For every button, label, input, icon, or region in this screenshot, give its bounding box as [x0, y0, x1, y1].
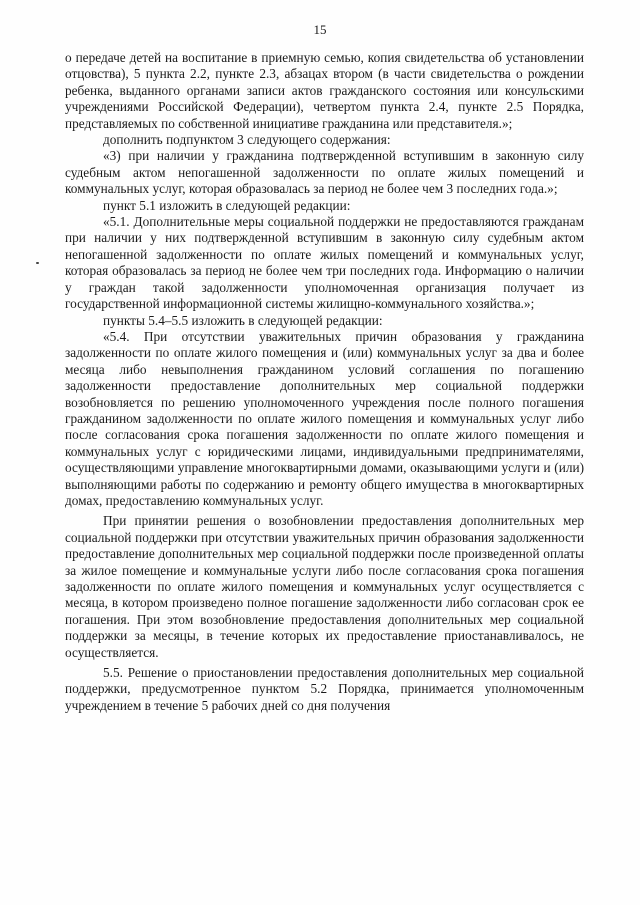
- paragraph-subitem-3: «3) при наличии у гражданина подтвержденной вступившим в законную силу судебным актом непогашенной задолженности по оплате жилых помещений и коммунальных услуг, которая образовалась за период не более чем 3 последних года.»;: [65, 148, 584, 197]
- document-body: [65, 50, 584, 714]
- paragraph-item-5-4: «5.4. При отсутствии уважительных причин образования у гражданина задолженности по оплате жилого помещения и (или) коммунальных услуг за два и более месяца либо невыполнения гражданином условий соглашения по погашению задолженности предоставление дополнительных мер социальной поддержки возобновляется по решению уполномоченного учреждения после полного погашения гражданином задолженности по оплате жилого помещения и коммунальных услуг либо после согласования срока погашения задолженности по оплате жилого помещения и коммунальных услуг с юридическими лицами, индивидуальными предпринимателями, осуществляющими управление многоквартирными домами, оказывающими услуги и (или) выполняющими работы по содержанию и ремонту общего имущества в многоквартирных домах, предоставлению коммунальных услуг.: [65, 328, 584, 508]
- margin-mark: [36, 262, 39, 264]
- paragraph-item-5-1: «5.1. Дополнительные меры социальной поддержки не предоставляются гражданам при наличии у них подтвержденной вступившим в законную силу судебным актом непогашенной задолженности по оплате жилых помещений и коммунальных услуг, которая образовалась за период не более чем три последних года. Информацию о наличии у граждан такой задолженности уполномоченная организация получает из государственной информационной системы жилищно-коммунального хозяйства.»;: [65, 214, 584, 312]
- paragraph-amendment-subitem: дополнить подпунктом 3 следующего содержания:: [103, 132, 391, 148]
- paragraph-amendment-5-1: пункт 5.1 изложить в следующей редакции:: [103, 197, 351, 213]
- paragraph-item-5-5: 5.5. Решение о приостановлении предоставления дополнительных мер социальной поддержки, предусмотренное пунктом 5.2 Порядка, принимается уполномоченным учреждением в течение 5 рабочих дней со дня получения: [65, 665, 584, 713]
- paragraph-continuation: о передаче детей на воспитание в приемную семью, копия свидетельства об установлении отцовства), 5 пункта 2.2, пункте 2.3, абзацах втором (в части свидетельства о рождении ребенка, выданного органами записи актов гражданского состояния или консульскими учреждениями Российской Федерации), четвертом пункта 2.4, пункте 2.5 Порядка, представляемых по собственной инициативе гражданина или представителя.»;: [65, 50, 584, 131]
- paragraph-amendment-5-4-5-5: пункты 5.4–5.5 изложить в следующей редакции:: [103, 312, 383, 328]
- page-number: 15: [313, 22, 327, 37]
- paragraph-resumption-decision: При принятии решения о возобновлении предоставления дополнительных мер социальной поддержки при отсутствии уважительных причин образования задолженности предоставление дополнительных мер социальной поддержки после произведенной оплаты за жилое помещение и коммунальные услуги либо после согласования срока погашения задолженности по оплате жилого помещения и коммунальных услуг осуществляется с месяца, в котором произведено полное погашение задолженности либо согласован срок ее погашения. При этом возобновление предоставления дополнительных мер социальной поддержки за месяцы, в течение которых их предоставление приостанавливалось, не осуществляется.: [65, 513, 584, 660]
